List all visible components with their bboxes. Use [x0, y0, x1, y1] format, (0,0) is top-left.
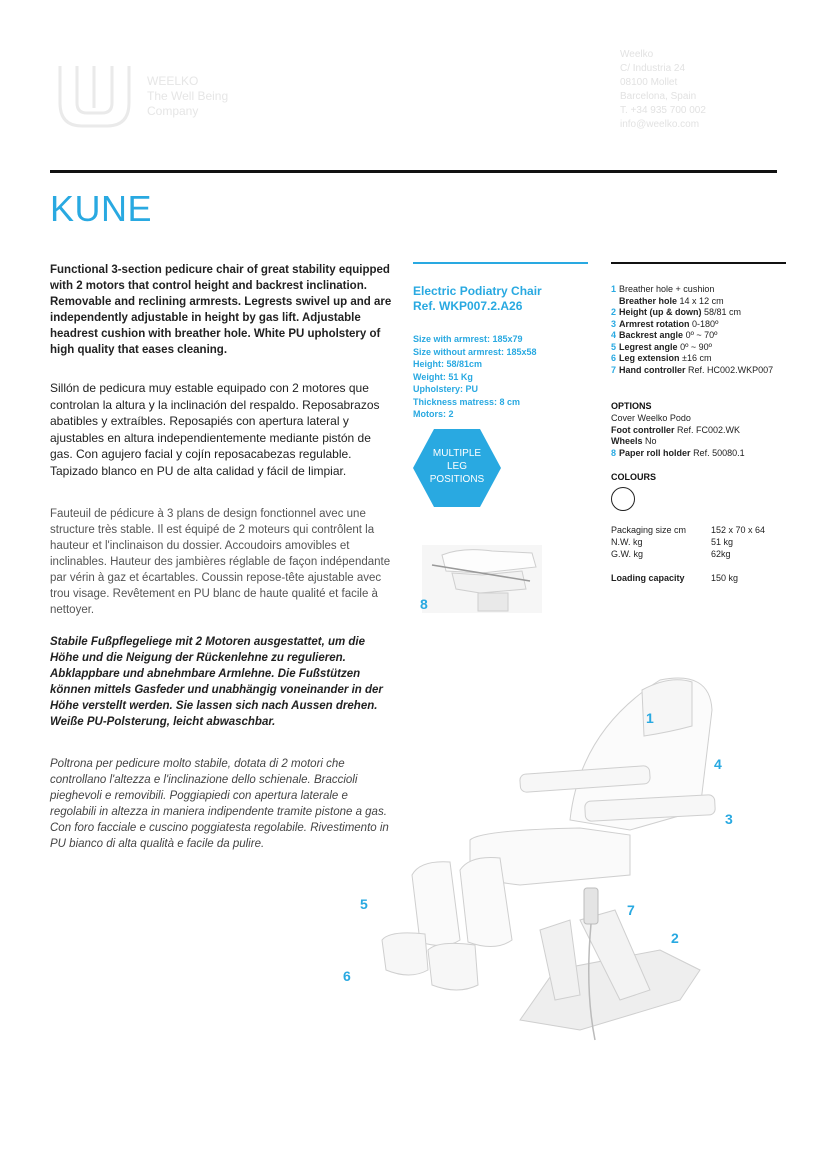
packaging-value: 152 x 70 x 64 — [711, 525, 766, 535]
spec-item: Motors: 2 — [413, 409, 454, 419]
paper-roll-holder-thumbnail — [422, 545, 542, 613]
packaging-value: 51 kg — [711, 537, 734, 547]
feature-item — [611, 296, 791, 308]
product-title: KUNE — [50, 188, 153, 229]
packaging-row — [611, 560, 781, 584]
spec-item: Size with armrest: 185x79 — [413, 334, 523, 344]
packaging-row — [611, 536, 781, 548]
description-fr: Fauteuil de pédicure à 3 plans de design fonctionnel avec une structure très stable. Il est équipé de 2 moteurs qui contrôlent la hauteur et l'inclinaison du dossier. Accoudoirs amovibles et inclinables. Hauteur des jambières réglable de façon indépendante par vérin à gaz et écartables. Coussin repose-tête ajustable avec trou visage. Revêtement en PU blanc de haute qualité et facile à nettoyer. — [50, 508, 391, 616]
logo-line-3: Company — [147, 104, 199, 118]
feature-item — [611, 330, 791, 342]
feature-value: 0º ~ 90º — [680, 341, 712, 352]
chair-detail-icon — [422, 545, 542, 613]
feature-num: 6 — [611, 353, 617, 363]
option-num: 8 — [611, 447, 617, 458]
option-value: Ref. FC002.WK — [677, 424, 741, 435]
address-line: T. +34 935 700 002 — [620, 105, 706, 116]
options-list — [611, 413, 791, 459]
packaging-row — [611, 524, 781, 536]
logo-line-1: WEELKO — [147, 74, 199, 88]
address-line: info@weelko.com — [620, 119, 700, 130]
option-item — [611, 413, 791, 425]
logo-line-2: The Well Being — [147, 89, 229, 103]
product-rule — [413, 262, 588, 264]
spec-item: Thickness matress: 8 cm — [413, 396, 521, 407]
feature-num: 4 — [611, 330, 617, 340]
product-ref: Ref. WKP007.2.A26 — [413, 299, 523, 313]
address-line: Weelko — [620, 49, 654, 60]
callout-2: 2 — [671, 930, 679, 946]
features-rule — [611, 262, 786, 264]
colour-swatch-white — [611, 487, 635, 511]
option-label: Foot controller — [611, 424, 675, 435]
spec-item: Weight: 51 Kg — [413, 371, 473, 382]
feature-value: Ref. HC002.WKP007 — [688, 364, 774, 375]
option-item — [611, 436, 791, 448]
description-it: Poltrona per pedicure molto stabile, dotata di 2 motori che controllano l'altezza e l'inclinazione dello schienale. Braccioli pieghevoli e removibili. Poggiapiedi con apertura laterale e regolabili in altezza in maniera indipendente tramite pistone a gas. Con foro facciale e cuscino poggiatesta regolabile. Rivestimento in PU bianco di alta qualità e facile da pulire. — [50, 758, 389, 850]
product-name: Electric Podiatry Chair — [413, 284, 542, 298]
option-item — [611, 425, 791, 437]
callout-6: 6 — [343, 968, 351, 984]
feature-label: Hand controller — [619, 364, 686, 375]
packaging-label: G.W. kg — [611, 549, 644, 559]
callout-3: 3 — [725, 811, 733, 827]
company-logo — [52, 58, 252, 133]
feature-num: 7 — [611, 364, 617, 375]
feature-num: 3 — [611, 318, 617, 329]
header-rule — [50, 170, 777, 173]
feature-label: Breather hole — [619, 295, 678, 306]
packaging-value: 150 kg — [711, 573, 739, 583]
feature-value: Breather hole + cushion — [619, 284, 715, 294]
option-value: Cover Weelko Podo — [611, 413, 691, 423]
feature-item — [611, 353, 791, 365]
packaging-value: 62kg — [711, 549, 731, 559]
feature-value: 0-180º — [692, 318, 719, 329]
address-line: C/ Industria 24 — [620, 63, 686, 74]
feature-num: 2 — [611, 307, 617, 317]
spec-item: Upholstery: PU — [413, 384, 479, 394]
description-de: Stabile Fußpflegeliege mit 2 Motoren ausgestattet, um die Höhe und die Neigung der Rückenlehne zu regulieren. Abklappbare und abnehmbare Armlehne. Die Fußstützen können mittels Gasfeder und unabhängig voneinander in der Höhe verstellt werden. Sie lassen sich nach Aussen drehen. Weiße PU-Polsterung, leicht abwaschbar. — [50, 636, 383, 728]
callout-4: 4 — [714, 756, 722, 772]
options-heading: OPTIONS — [611, 401, 652, 411]
feature-value: 58/81 cm — [704, 307, 742, 317]
feature-num: 5 — [611, 341, 617, 352]
packaging-row — [611, 548, 781, 560]
packaging-table — [611, 524, 781, 584]
feature-item — [611, 307, 791, 319]
address-line: Barcelona, Spain — [620, 91, 697, 102]
option-value: No — [645, 436, 657, 446]
feature-label: Armrest rotation — [619, 318, 690, 329]
feature-value: 0º ~ 70º — [685, 330, 718, 340]
spec-list — [413, 333, 593, 421]
feature-item — [611, 284, 791, 296]
logo-mark-icon — [52, 58, 137, 133]
feature-item — [611, 365, 791, 377]
spec-item: Size without armrest: 185x58 — [413, 346, 537, 357]
option-label: Wheels — [611, 436, 643, 446]
feature-value: 14 x 12 cm — [679, 295, 724, 306]
badge-line: LEG — [446, 461, 467, 472]
feature-list — [611, 284, 791, 376]
option-label: Paper roll holder — [619, 447, 691, 458]
feature-value: ±16 cm — [682, 353, 712, 363]
thumbnail-number: 8 — [420, 596, 428, 612]
product-image — [380, 670, 740, 1060]
description-en: Functional 3-section pedicure chair of great stability equipped with 2 motors that control height and backrest inclination. Removable and reclining armrests. Legrests swivel up and are independently adjustable in height by gas lift. Adjustable headrest cushion with breather hole. White PU upholstery of high quality that eases cleaning. — [50, 264, 392, 356]
address-line: 08100 Mollet — [620, 77, 678, 88]
option-value: Ref. 50080.1 — [693, 447, 745, 458]
badge-line: MULTIPLE — [432, 448, 482, 459]
feature-label: Backrest angle — [619, 330, 684, 340]
feature-item — [611, 319, 791, 331]
feature-item — [611, 342, 791, 354]
pedicure-chair-icon — [380, 670, 740, 1060]
feature-label: Height (up & down) — [619, 307, 702, 317]
badge-line: POSITIONS — [429, 474, 485, 485]
packaging-label: Loading capacity — [611, 573, 685, 583]
company-address — [620, 48, 770, 132]
product-name-block — [413, 284, 588, 314]
feature-label: Legrest angle — [619, 341, 678, 352]
multiple-leg-positions-badge — [412, 428, 502, 508]
callout-7: 7 — [627, 902, 635, 918]
callout-1: 1 — [646, 710, 654, 726]
packaging-label: Packaging size cm — [611, 525, 687, 535]
callout-5: 5 — [360, 896, 368, 912]
packaging-label: N.W. kg — [611, 537, 643, 547]
description-es: Sillón de pedicura muy estable equipado con 2 motores que controlan la altura y la inclinación del respaldo. Reposabrazos abatibles y extraíbles. Reposapiés con apertura lateral y ajustables en altura independientemente mediante pistón de gas. Con agujero facial y cojín reposacabezas regulable. Tapizado blanco en PU de alta calidad y fácil de limpiar. — [50, 381, 380, 478]
feature-label: Leg extension — [619, 353, 680, 363]
feature-num: 1 — [611, 284, 617, 294]
spec-item: Height: 58/81cm — [413, 359, 483, 369]
option-item — [611, 448, 791, 460]
colours-heading: COLOURS — [611, 472, 656, 482]
